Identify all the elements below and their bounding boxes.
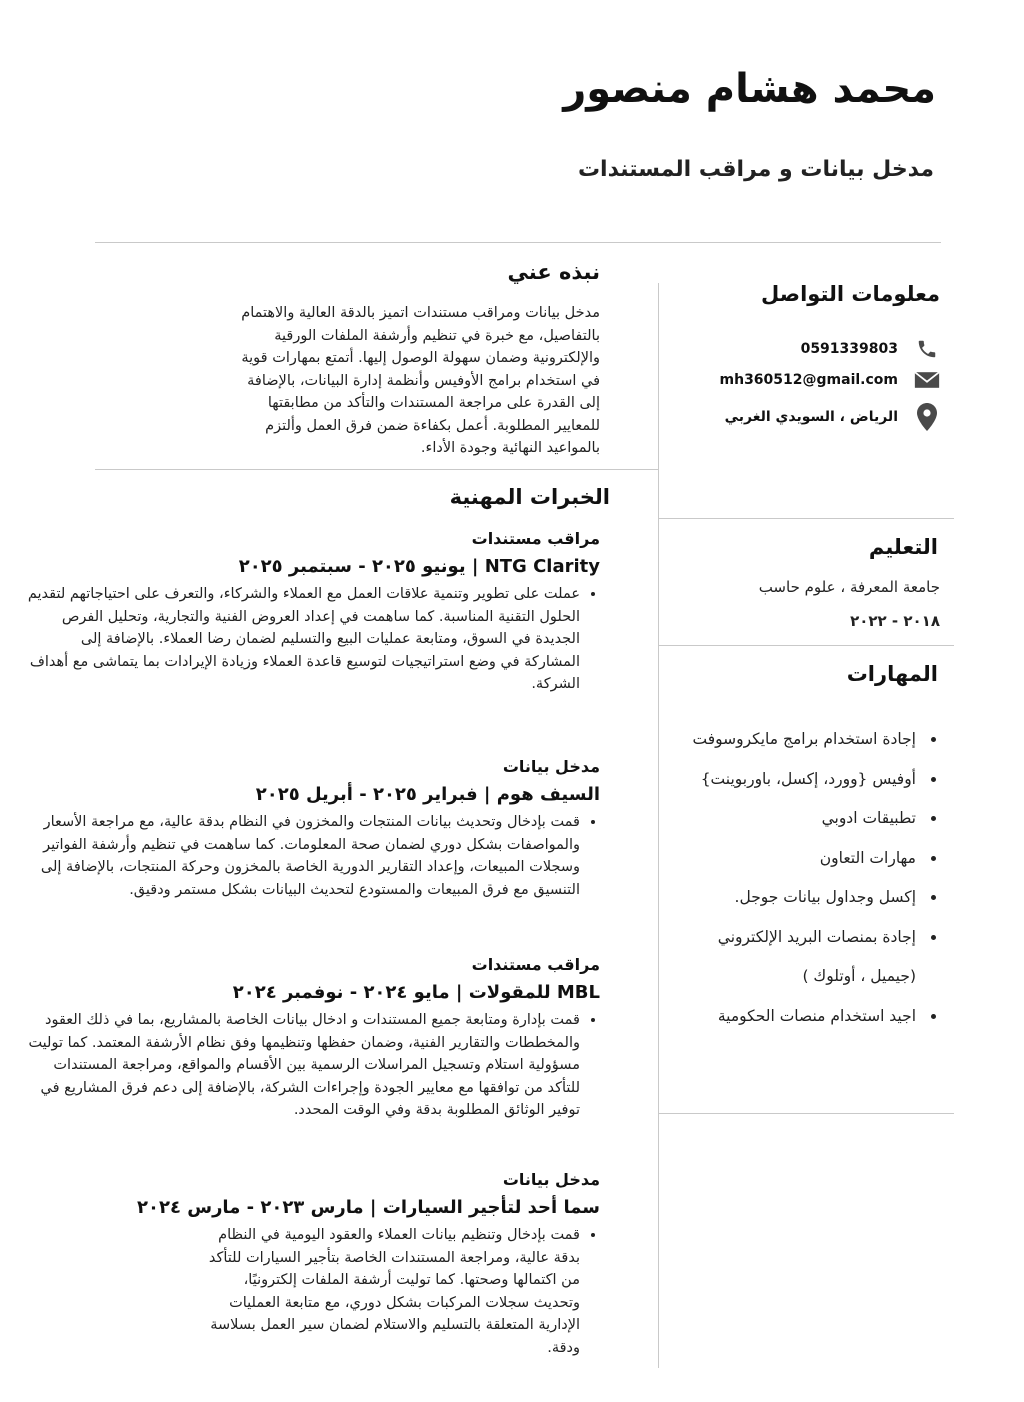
location-pin-icon: [914, 405, 940, 429]
column-divider: [658, 283, 659, 1368]
location-text: الرياض ، السويدي الغربي: [724, 409, 898, 425]
contact-heading: معلومات التواصل: [761, 282, 940, 306]
experience-role: مدخل بيانات: [502, 1170, 600, 1189]
skill-item: • تطبيقات ادوبي: [680, 799, 920, 839]
header-divider: [95, 242, 941, 243]
experience-description: • عملت على تطوير وتنمية علاقات العمل مع العملاء والشركاء، والتعرف على احتياجاتهم لتقديم الحلول التقنية المناسبة. كما ساهمت في إعداد العروض الفنية والتجارية، وتحليل الفرص الجديدة في السوق، ومتابعة عمليات البيع والتسليم لضمان رضا العملاء. بالإضافة إلى المشاركة في وضع استراتيجيات لتوسيع قاعدة العملاء وزيادة الإيرادات بما يتماشى مع أهداف الشركة.: [25, 583, 580, 696]
experience-company: NTG Clarity | يونيو ٢٠٢٥ - سبتمبر ٢٠٢٥: [238, 556, 600, 577]
skill-item: • مهارات التعاون: [680, 839, 920, 879]
experience-company: السيف هوم | فبراير ٢٠٢٥ - أبريل ٢٠٢٥: [255, 784, 600, 805]
contact-phone-row: [801, 337, 940, 361]
experience-company: سما أحد لتأجير السيارات | مارس ٢٠٢٣ - مارس ٢٠٢٤: [137, 1197, 600, 1218]
skills-list: [680, 720, 944, 1036]
education-years: ٢٠١٨ - ٢٠٢٢: [850, 612, 940, 630]
education-divider: [658, 645, 954, 646]
experience-company: MBL للمقولات | مايو ٢٠٢٤ - نوفمبر ٢٠٢٤: [232, 982, 600, 1003]
skills-heading: المهارات: [846, 662, 938, 686]
skill-item: • إجادة استخدام برامج مايكروسوفت: [680, 720, 920, 760]
experience-heading: الخبرات المهنية: [449, 485, 610, 509]
education-institution: جامعة المعرفة ، علوم حاسب: [758, 578, 940, 596]
email-address: mh360512@gmail.com: [719, 372, 898, 388]
skill-item: • اجيد استخدام منصات الحكومية: [680, 997, 920, 1037]
candidate-name: محمد هشام منصور: [563, 66, 936, 112]
skill-item: • أوفيس {وورد، إكسل، باوربوينت}: [680, 760, 920, 800]
skill-item: • إجادة بمنصات البريد الإلكتروني (جيميل ، أوتلوك ): [680, 918, 920, 997]
experience-item: [25, 955, 600, 1122]
experience-item: [25, 1170, 600, 1359]
experience-description: • قمت بإدخال وتنظيم بيانات العملاء والعقود اليومية في النظام بدقة عالية، ومراجعة المستندات الخاصة بتأجير السيارات للتأكد من اكتمالها وصحتها. كما توليت أرشفة الملفات إلكترونيًا، وتحديث سجلات المركبات بشكل دوري، مع متابعة العمليات الإدارية المتعلقة بالتسليم والاستلام لضمان سير العمل بسلاسة ودقة.: [205, 1224, 580, 1359]
job-title: مدخل بيانات و مراقب المستندات: [577, 157, 934, 182]
mail-icon: [914, 368, 940, 392]
education-heading: التعليم: [868, 535, 938, 559]
experience-description: • قمت بإدارة ومتابعة جميع المستندات و ادخال بيانات الخاصة بالمشاريع، بما في ذلك العقود والمخططات والتقارير الفنية، وضمان حفظها وتنظيمها وفق نظام الأرشفة المعتمد. كما توليت مسؤولية استلام وتسجيل المراسلات الرسمية بين الأقسام والمواقع، ومراجعة المستندات للتأكد من توافقها مع معايير الجودة وإجراءات الشركة، بالإضافة إلى دعم فرق المشاريع في توفير الوثائق المطلوبة بدقة وفي الوقت المحدد.: [25, 1009, 580, 1122]
contact-divider: [658, 518, 954, 519]
experience-description: • قمت بإدخال وتحديث بيانات المنتجات والمخزون في النظام بدقة عالية، مع مراجعة الأسعار والمواصفات بشكل دوري لضمان صحة المعلومات. كما ساهمت في تنظيم وأرشفة الفواتير وسجلات المبيعات، وإعداد التقارير الدورية الخاصة بالمخزون وحركة المنتجات، بالإضافة إلى التنسيق مع فرق المبيعات والمستودع لتحديث البيانات بشكل مستمر ودقيق.: [25, 811, 580, 901]
about-heading: نبذه عني: [507, 260, 600, 284]
experience-item: [25, 529, 600, 696]
skill-item: • إكسل وجداول بيانات جوجل.: [680, 878, 920, 918]
experience-item: [25, 757, 600, 901]
skills-divider: [658, 1113, 954, 1114]
experience-role: مراقب مستندات: [471, 955, 600, 974]
experience-role: مدخل بيانات: [502, 757, 600, 776]
contact-location-row: [725, 405, 940, 429]
phone-icon: [914, 337, 940, 361]
contact-email-row: [720, 368, 940, 392]
about-divider: [95, 469, 658, 470]
phone-number: 0591339803: [800, 341, 898, 357]
about-text: مدخل بيانات ومراقب مستندات اتميز بالدقة العالية والاهتمام بالتفاصيل، مع خبرة في تنظيم وأرشفة الملفات الورقية والإلكترونية وضمان سهولة الوصول إليها. أتمتع بمهارات قوية في استخدام برامج الأوفيس وأنظمة إدارة البيانات، بالإضافة إلى القدرة على مراجعة المستندات والتأكد من مطابقتها للمعايير المطلوبة. أعمل بكفاءة ضمن فرق العمل وألتزم بالمواعيد النهائية وجودة الأداء.: [241, 305, 600, 456]
experience-role: مراقب مستندات: [471, 529, 600, 548]
